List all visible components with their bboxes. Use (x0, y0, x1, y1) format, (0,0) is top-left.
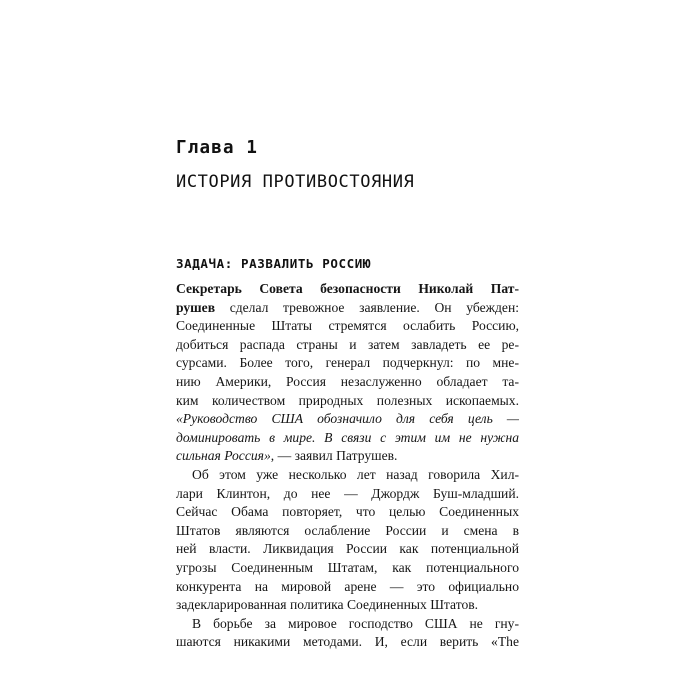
quote-line: «Руководство США обозначило для себя цель — (176, 411, 519, 427)
text: , — заявил Патрушев. (270, 448, 398, 464)
bold-text: рушев (176, 299, 216, 315)
chapter-label: Глава 1 (176, 138, 259, 158)
text-line: ким количеством природных полезных ископаемых. (176, 392, 520, 408)
text-line: добиться распада страны и затем завладеть ее ре- (176, 336, 519, 352)
text-line (176, 299, 519, 318)
quote-text: сильная Россия» (176, 448, 271, 464)
text-line: лари Клинтон, до нее — Джордж Буш-младший. (176, 485, 519, 501)
text-line: сурсами. Более того, генерал подчеркнул: по мне- (176, 355, 519, 371)
text-line (176, 447, 519, 466)
text-line: задекларированная политика Соединенных Штатов. (176, 597, 479, 613)
text-line: конкурента на мировой арене — это официально (176, 578, 519, 594)
text-line: ней власти. Ликвидация России как потенциальной (176, 541, 520, 557)
text-line (176, 280, 519, 299)
text-line: В борьбе за мировое господство США не гну- (192, 615, 519, 631)
text-line: нию Америки, Россия незаслуженно обладает та- (176, 373, 519, 389)
chapter-title: ИСТОРИЯ ПРОТИВОСТОЯНИЯ (176, 172, 415, 192)
bold-text: Секретарь Совета безопасности Николай Пат- (176, 281, 519, 296)
section-title: ЗАДАЧА: РАЗВАЛИТЬ РОССИЮ (176, 256, 372, 271)
text-line: Об этом уже несколько лет назад говорила Хил- (192, 466, 520, 482)
text: сделал тревожное заявление. Он убежден: (215, 299, 519, 315)
quote-line: доминировать в мире. В связи с этим им не нужна (176, 429, 520, 445)
text-line: Штатов являются ослабление России и смена в (176, 522, 519, 538)
text-line: Соединенные Штаты стремятся ослабить Россию, (176, 318, 519, 334)
text-line: угрозы Соединенным Штатам, как потенциального (176, 559, 519, 575)
text-line: Сейчас Обама повторяет, что целью Соединенных (176, 504, 520, 520)
body-text (176, 280, 519, 652)
text-line: шаются никакими методами. И, если верить «The (176, 634, 519, 650)
